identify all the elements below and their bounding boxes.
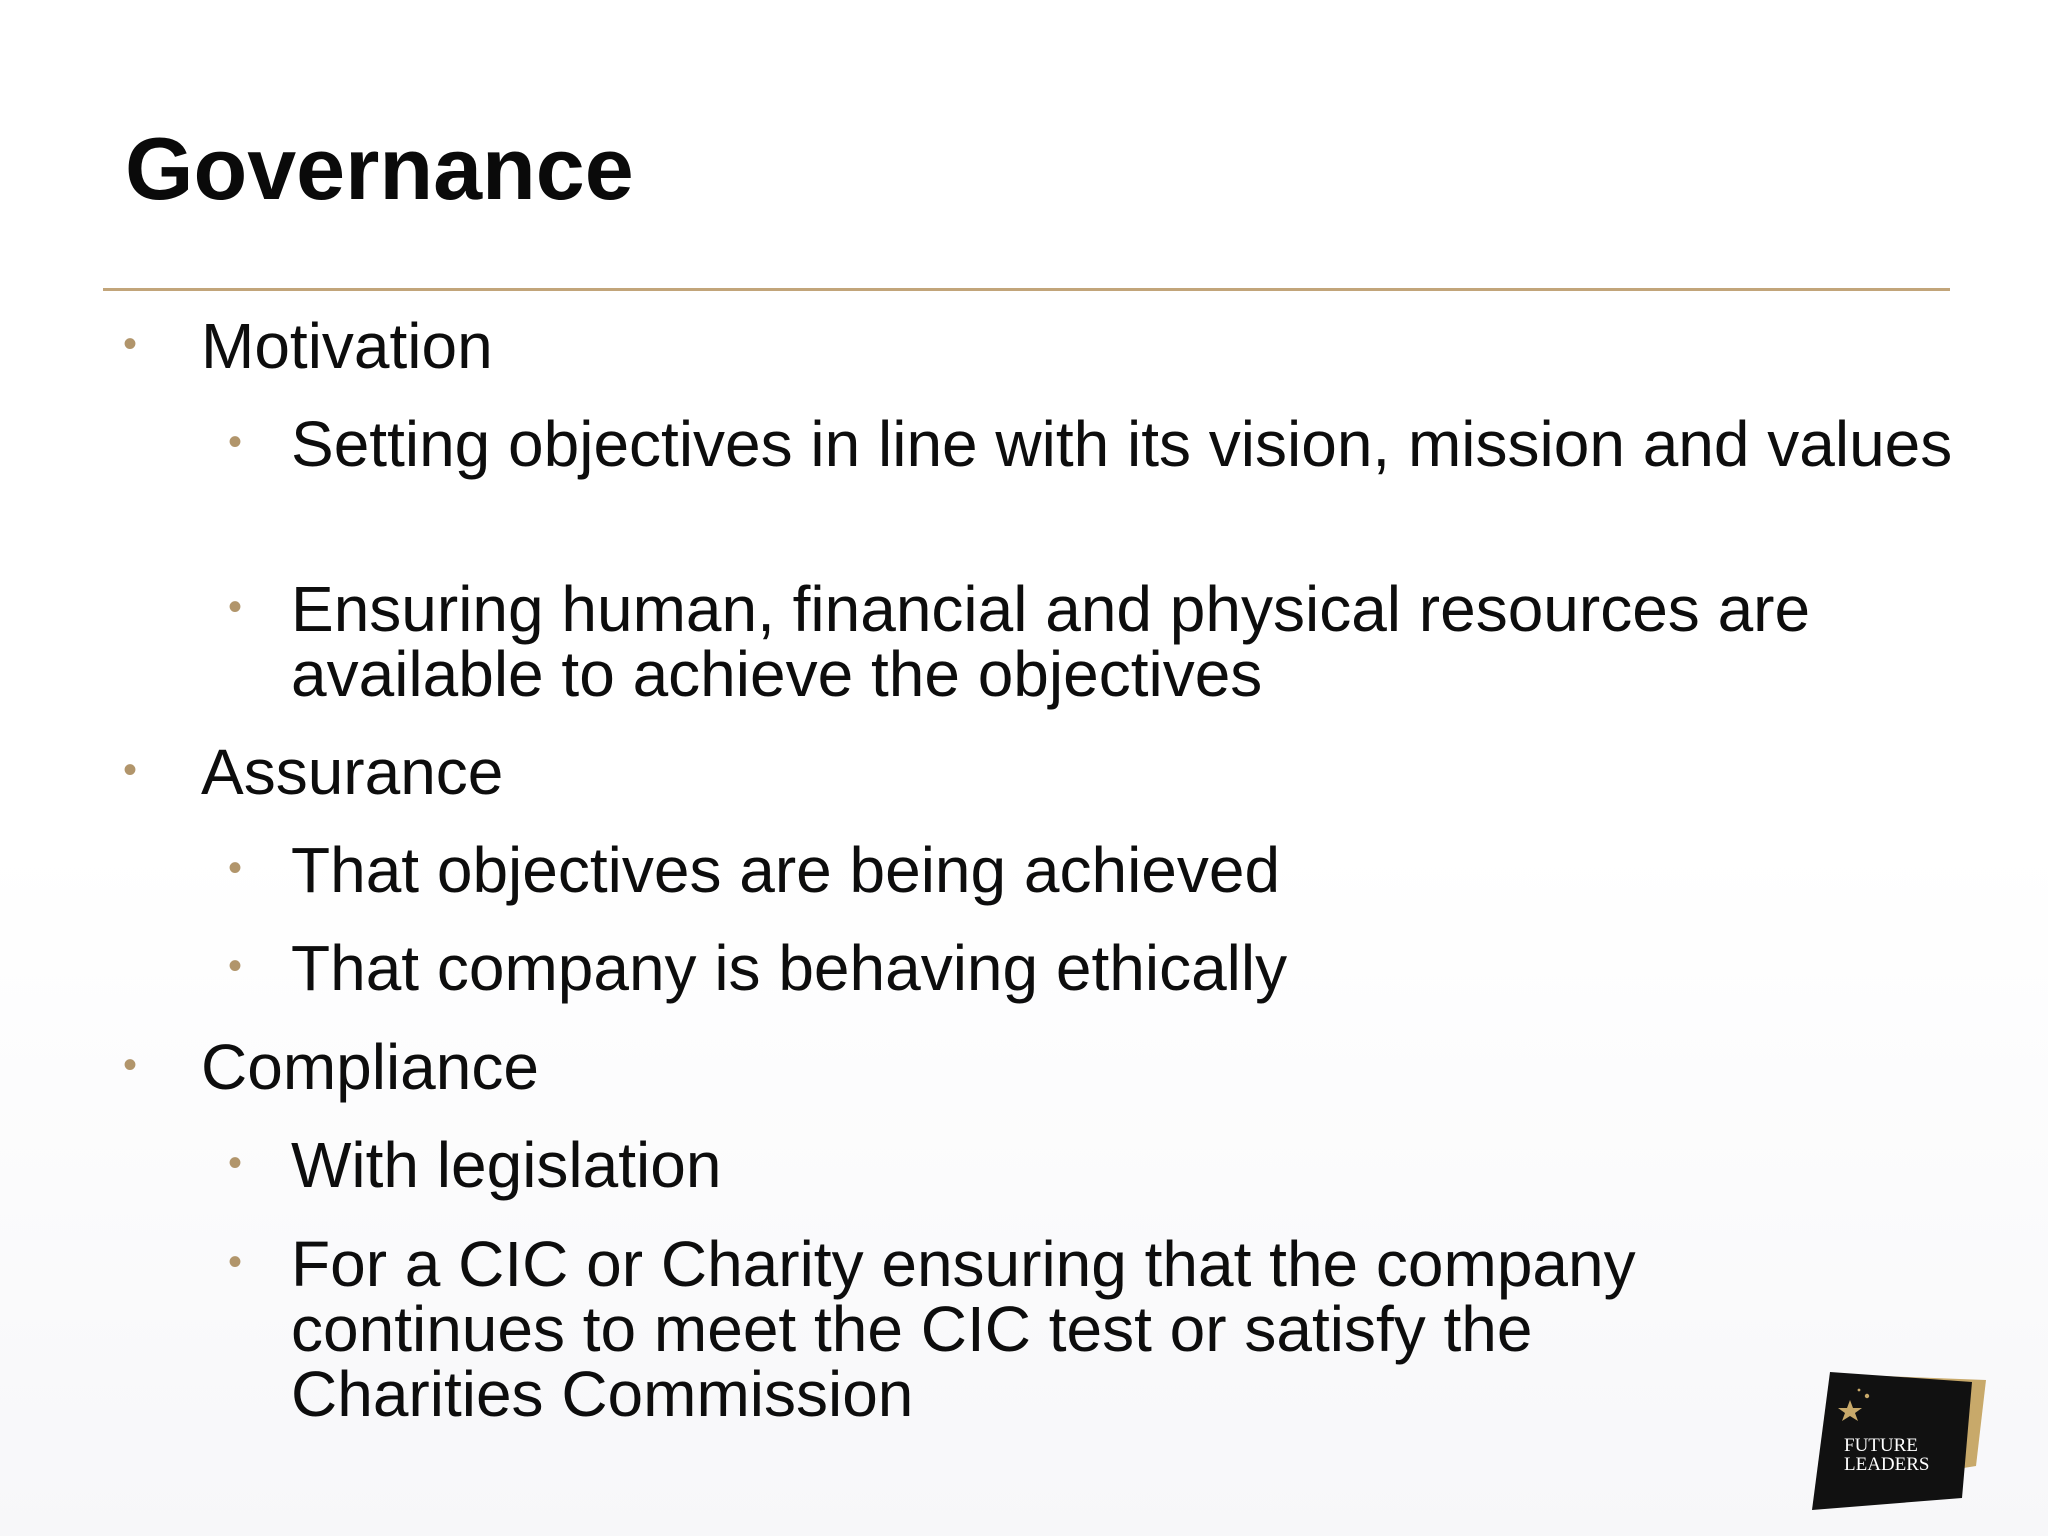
bullet-icon: • [123,322,138,366]
bullet-icon: • [228,420,243,464]
list-item [228,932,1971,1004]
list-item [123,1031,539,1103]
list-item [228,408,1971,480]
list-item-text: For a CIC or Charity ensuring that the company continues to meet the CIC test or satisfy the Charities Commission [291,1228,1636,1430]
bullet-icon: • [228,1141,243,1185]
bullet-icon: • [123,748,138,792]
list-item-text: Compliance [201,1031,539,1103]
list-item-text: Setting objectives in line with its vision, mission and values [291,408,1953,480]
bullet-icon: • [123,1043,138,1087]
slide-title: Governance [125,119,634,218]
list-item [123,310,493,382]
list-item-text: Motivation [201,310,493,382]
list-item [123,736,504,808]
list-item-text: Ensuring human, financial and physical resources are available to achieve the objectives [291,573,1811,710]
list-item-text: That objectives are being achieved [291,834,1281,906]
bullet-icon: • [228,944,243,988]
list-item [228,1129,1971,1201]
list-item [228,573,1971,710]
bullet-icon: • [228,1240,243,1284]
list-item [228,834,1971,906]
future-leaders-logo [1812,1370,1990,1510]
list-item-text: That company is behaving ethically [291,932,1288,1004]
list-item [228,1228,1791,1430]
logo-text-future: FUTURE [1844,1435,1918,1456]
logo-text-leaders: LEADERS [1844,1454,1930,1475]
bullet-icon: • [228,585,243,629]
list-item-text: Assurance [201,736,504,808]
list-item-text: With legislation [291,1129,722,1201]
bullet-icon: • [228,846,243,890]
